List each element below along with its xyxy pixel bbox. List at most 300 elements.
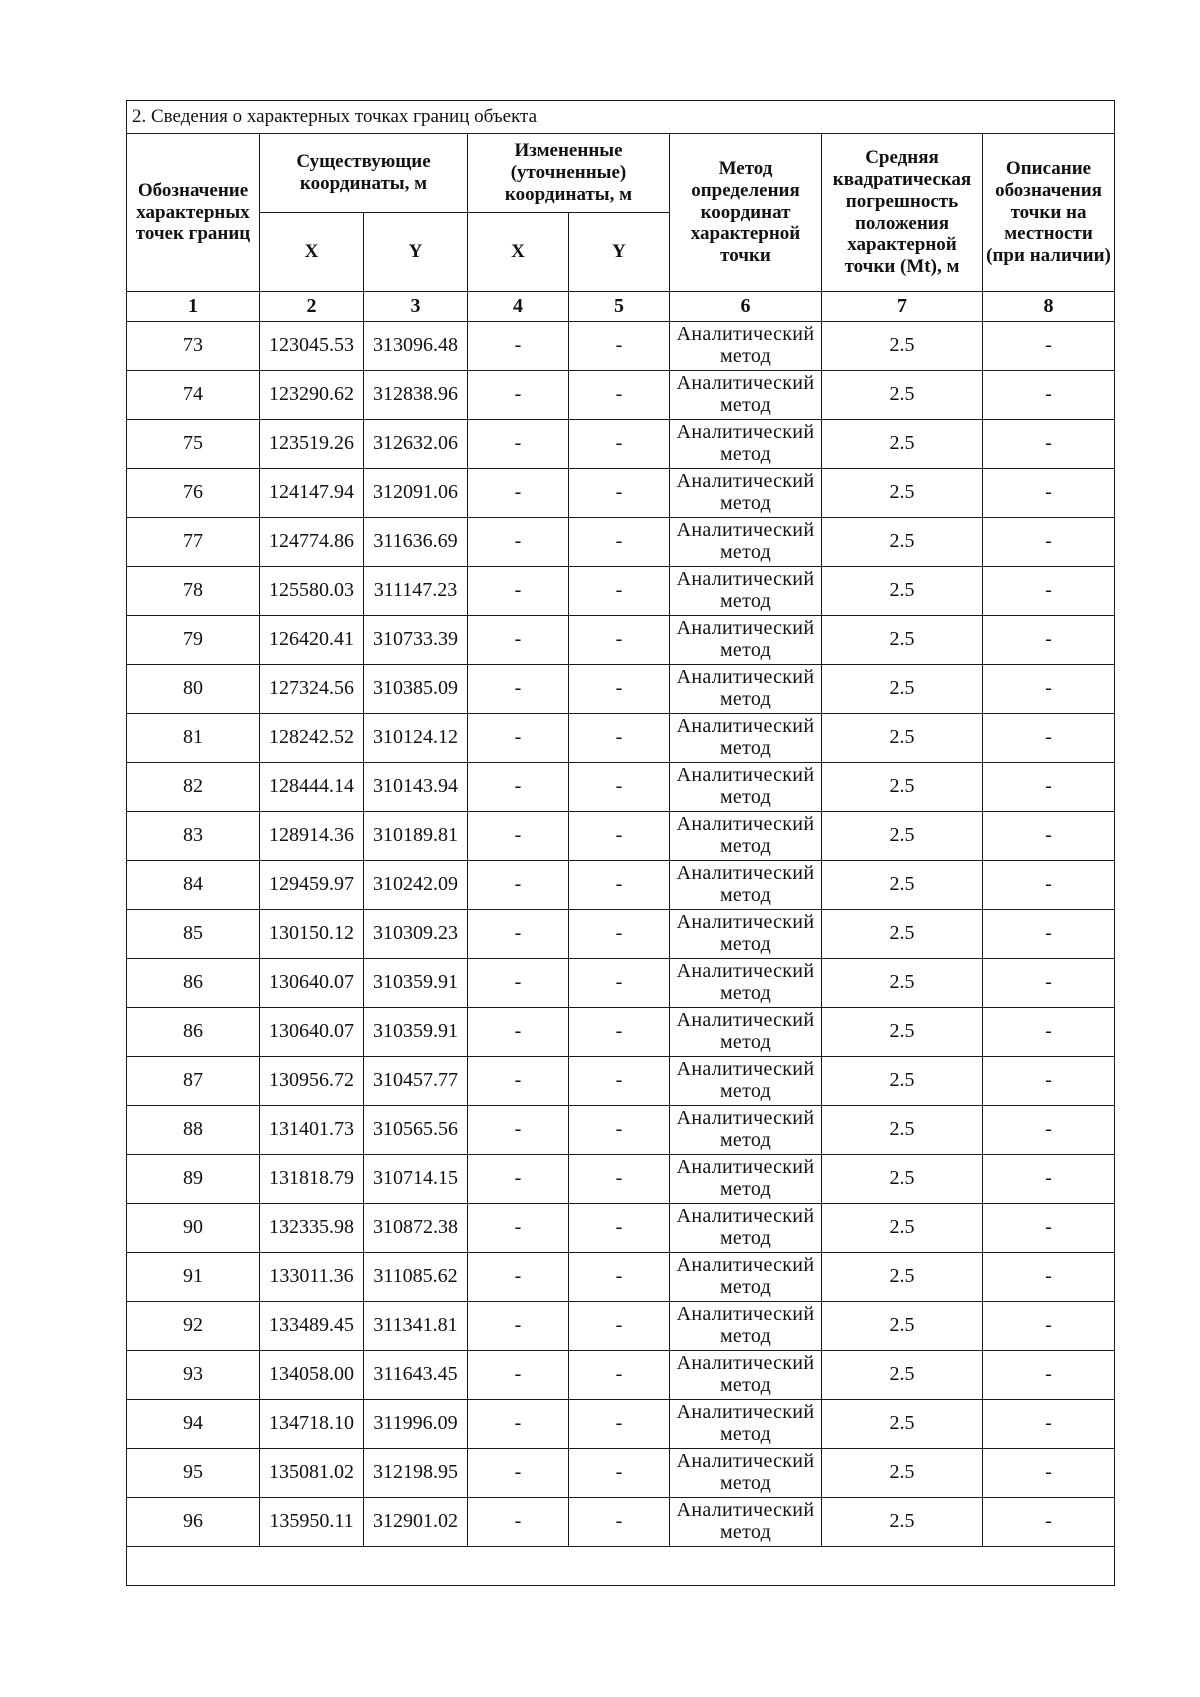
column-number: 5 [569,292,670,322]
method-cell [670,1498,822,1547]
method-line-1: Аналитический [676,519,815,542]
changed-y-cell: - [569,518,670,567]
method-line-1: Аналитический [676,323,815,346]
header-row-main [127,134,1115,213]
method-line-1: Аналитический [676,372,815,395]
description-cell: - [983,567,1115,616]
header-existing-x: X [260,213,364,292]
method-line-2: метод [719,394,772,416]
method-line-2: метод [719,1227,772,1249]
empty-footer-cell [127,1547,1115,1586]
point-cell: 92 [127,1302,260,1351]
description-cell: - [983,518,1115,567]
table-row [127,1155,1115,1204]
method-line-1: Аналитический [676,666,815,689]
table-row [127,910,1115,959]
description-cell: - [983,1057,1115,1106]
point-cell: 88 [127,1106,260,1155]
method-line-1: Аналитический [676,1303,815,1326]
method-line-2: метод [719,639,772,661]
error-cell: 2.5 [822,616,983,665]
changed-x-cell: - [468,1155,569,1204]
existing-y-cell: 310309.23 [364,910,468,959]
existing-x-cell: 130640.07 [260,959,364,1008]
description-cell: - [983,420,1115,469]
changed-x-cell: - [468,371,569,420]
method-cell [670,910,822,959]
method-line-1: Аналитический [676,1009,815,1032]
existing-x-cell: 134718.10 [260,1400,364,1449]
table-row [127,1204,1115,1253]
column-number: 7 [822,292,983,322]
existing-x-cell: 126420.41 [260,616,364,665]
description-cell: - [983,1204,1115,1253]
point-cell: 85 [127,910,260,959]
method-cell [670,1106,822,1155]
point-cell: 79 [127,616,260,665]
point-cell: 73 [127,322,260,371]
existing-y-cell: 312091.06 [364,469,468,518]
description-cell: - [983,714,1115,763]
method-cell [670,1253,822,1302]
method-line-2: метод [719,982,772,1004]
existing-y-cell: 310359.91 [364,1008,468,1057]
changed-x-cell: - [468,518,569,567]
error-cell: 2.5 [822,763,983,812]
table-row [127,1498,1115,1547]
method-line-2: метод [719,884,772,906]
table-row [127,1302,1115,1351]
header-error: Средняя квадратическая погрешность положения характерной точки (Mt), м [822,134,983,292]
table-row [127,371,1115,420]
error-cell: 2.5 [822,1057,983,1106]
table-row [127,861,1115,910]
error-cell: 2.5 [822,518,983,567]
existing-y-cell: 311147.23 [364,567,468,616]
existing-x-cell: 130150.12 [260,910,364,959]
existing-y-cell: 310359.91 [364,959,468,1008]
method-line-2: метод [719,345,772,367]
method-line-2: метод [719,1423,772,1445]
method-cell [670,714,822,763]
description-cell: - [983,1106,1115,1155]
changed-x-cell: - [468,665,569,714]
existing-x-cell: 125580.03 [260,567,364,616]
table-row [127,1449,1115,1498]
point-cell: 75 [127,420,260,469]
table-body [127,322,1115,1547]
method-line-2: метод [719,1325,772,1347]
point-cell: 96 [127,1498,260,1547]
changed-x-cell: - [468,1449,569,1498]
existing-x-cell: 129459.97 [260,861,364,910]
changed-y-cell: - [569,616,670,665]
changed-y-cell: - [569,322,670,371]
changed-y-cell: - [569,1449,670,1498]
point-cell: 89 [127,1155,260,1204]
existing-x-cell: 131401.73 [260,1106,364,1155]
changed-x-cell: - [468,1302,569,1351]
description-cell: - [983,1302,1115,1351]
existing-y-cell: 312632.06 [364,420,468,469]
method-line-1: Аналитический [676,862,815,885]
changed-y-cell: - [569,1155,670,1204]
method-cell [670,518,822,567]
table-row [127,616,1115,665]
changed-y-cell: - [569,371,670,420]
point-cell: 81 [127,714,260,763]
method-line-1: Аналитический [676,1156,815,1179]
method-line-2: метод [719,737,772,759]
method-line-1: Аналитический [676,1107,815,1130]
point-cell: 91 [127,1253,260,1302]
table-row [127,567,1115,616]
existing-y-cell: 310385.09 [364,665,468,714]
method-cell [670,420,822,469]
method-line-2: метод [719,786,772,808]
method-cell [670,1302,822,1351]
existing-y-cell: 310565.56 [364,1106,468,1155]
table-row [127,1253,1115,1302]
changed-y-cell: - [569,1400,670,1449]
section-title: 2. Сведения о характерных точках границ объекта [127,101,1115,134]
existing-x-cell: 135950.11 [260,1498,364,1547]
error-cell: 2.5 [822,1400,983,1449]
existing-x-cell: 128914.36 [260,812,364,861]
header-description: Описание обозначения точки на местности (при наличии) [983,134,1115,292]
method-line-1: Аналитический [676,1499,815,1522]
table-row [127,812,1115,861]
changed-y-cell: - [569,1253,670,1302]
table-row [127,665,1115,714]
changed-x-cell: - [468,420,569,469]
description-cell: - [983,812,1115,861]
table-row [127,763,1115,812]
error-cell: 2.5 [822,1302,983,1351]
method-line-2: метод [719,1178,772,1200]
method-cell [670,763,822,812]
method-cell [670,567,822,616]
method-line-1: Аналитический [676,617,815,640]
description-cell: - [983,1449,1115,1498]
existing-y-cell: 312901.02 [364,1498,468,1547]
existing-x-cell: 123519.26 [260,420,364,469]
error-cell: 2.5 [822,322,983,371]
changed-x-cell: - [468,1253,569,1302]
method-line-1: Аналитический [676,1205,815,1228]
description-cell: - [983,469,1115,518]
table-row [127,1400,1115,1449]
point-cell: 83 [127,812,260,861]
header-changed-y: Y [569,213,670,292]
error-cell: 2.5 [822,1498,983,1547]
method-line-2: метод [719,541,772,563]
changed-y-cell: - [569,959,670,1008]
table-row [127,1106,1115,1155]
changed-y-cell: - [569,1106,670,1155]
point-cell: 84 [127,861,260,910]
error-cell: 2.5 [822,1449,983,1498]
boundary-points-table [126,100,1115,1586]
error-cell: 2.5 [822,1106,983,1155]
error-cell: 2.5 [822,1008,983,1057]
existing-x-cell: 133011.36 [260,1253,364,1302]
existing-y-cell: 310457.77 [364,1057,468,1106]
method-line-1: Аналитический [676,911,815,934]
changed-x-cell: - [468,861,569,910]
table-row [127,959,1115,1008]
changed-y-cell: - [569,665,670,714]
header-existing-y: Y [364,213,468,292]
error-cell: 2.5 [822,567,983,616]
method-line-2: метод [719,443,772,465]
method-cell [670,959,822,1008]
description-cell: - [983,1400,1115,1449]
method-line-2: метод [719,1472,772,1494]
method-line-1: Аналитический [676,470,815,493]
table-row [127,420,1115,469]
existing-x-cell: 131818.79 [260,1155,364,1204]
table-row [127,1008,1115,1057]
existing-x-cell: 133489.45 [260,1302,364,1351]
existing-y-cell: 310733.39 [364,616,468,665]
error-cell: 2.5 [822,469,983,518]
description-cell: - [983,910,1115,959]
existing-y-cell: 310189.81 [364,812,468,861]
column-number: 6 [670,292,822,322]
existing-y-cell: 311643.45 [364,1351,468,1400]
existing-x-cell: 127324.56 [260,665,364,714]
changed-x-cell: - [468,1057,569,1106]
point-cell: 78 [127,567,260,616]
description-cell: - [983,1498,1115,1547]
changed-x-cell: - [468,910,569,959]
changed-y-cell: - [569,1057,670,1106]
document-sheet [126,100,1114,1586]
method-line-2: метод [719,590,772,612]
changed-x-cell: - [468,469,569,518]
description-cell: - [983,1351,1115,1400]
method-line-1: Аналитический [676,568,815,591]
changed-x-cell: - [468,616,569,665]
table-row [127,322,1115,371]
method-line-2: метод [719,1521,772,1543]
point-cell: 86 [127,1008,260,1057]
existing-y-cell: 312198.95 [364,1449,468,1498]
point-cell: 82 [127,763,260,812]
existing-y-cell: 313096.48 [364,322,468,371]
existing-y-cell: 310872.38 [364,1204,468,1253]
method-line-1: Аналитический [676,960,815,983]
method-line-2: метод [719,1031,772,1053]
error-cell: 2.5 [822,371,983,420]
method-line-2: метод [719,1374,772,1396]
method-cell [670,1204,822,1253]
error-cell: 2.5 [822,861,983,910]
empty-footer-row [127,1547,1115,1586]
existing-x-cell: 130956.72 [260,1057,364,1106]
error-cell: 2.5 [822,714,983,763]
table-row [127,714,1115,763]
existing-x-cell: 123290.62 [260,371,364,420]
column-number: 2 [260,292,364,322]
method-line-2: метод [719,933,772,955]
error-cell: 2.5 [822,1351,983,1400]
changed-y-cell: - [569,1302,670,1351]
changed-y-cell: - [569,1008,670,1057]
changed-y-cell: - [569,1351,670,1400]
table-row [127,1351,1115,1400]
existing-y-cell: 310714.15 [364,1155,468,1204]
point-cell: 76 [127,469,260,518]
description-cell: - [983,763,1115,812]
changed-y-cell: - [569,567,670,616]
error-cell: 2.5 [822,812,983,861]
changed-y-cell: - [569,1498,670,1547]
description-cell: - [983,322,1115,371]
section-title-row [127,101,1115,134]
method-cell [670,1057,822,1106]
existing-x-cell: 124147.94 [260,469,364,518]
point-cell: 95 [127,1449,260,1498]
method-line-2: метод [719,1276,772,1298]
method-cell [670,812,822,861]
method-cell [670,616,822,665]
method-line-2: метод [719,1080,772,1102]
method-cell [670,665,822,714]
header-existing-coords: Существующие координаты, м [260,134,468,213]
description-cell: - [983,1155,1115,1204]
changed-y-cell: - [569,469,670,518]
method-cell [670,371,822,420]
description-cell: - [983,665,1115,714]
method-line-1: Аналитический [676,1058,815,1081]
existing-x-cell: 124774.86 [260,518,364,567]
changed-x-cell: - [468,1351,569,1400]
point-cell: 90 [127,1204,260,1253]
error-cell: 2.5 [822,959,983,1008]
point-cell: 87 [127,1057,260,1106]
method-line-1: Аналитический [676,1254,815,1277]
changed-x-cell: - [468,714,569,763]
error-cell: 2.5 [822,1155,983,1204]
method-cell [670,1155,822,1204]
column-number: 8 [983,292,1115,322]
changed-x-cell: - [468,1498,569,1547]
changed-y-cell: - [569,420,670,469]
description-cell: - [983,959,1115,1008]
header-method: Метод определения координат характерной точки [670,134,822,292]
changed-x-cell: - [468,322,569,371]
method-line-1: Аналитический [676,715,815,738]
changed-y-cell: - [569,1204,670,1253]
method-cell [670,1351,822,1400]
existing-y-cell: 311341.81 [364,1302,468,1351]
existing-y-cell: 312838.96 [364,371,468,420]
method-line-1: Аналитический [676,1401,815,1424]
point-cell: 86 [127,959,260,1008]
existing-x-cell: 130640.07 [260,1008,364,1057]
header-point-designation: Обозначение характерных точек границ [127,134,260,292]
method-line-2: метод [719,1129,772,1151]
error-cell: 2.5 [822,910,983,959]
method-line-1: Аналитический [676,1450,815,1473]
existing-y-cell: 311996.09 [364,1400,468,1449]
method-cell [670,1008,822,1057]
table-row [127,469,1115,518]
existing-x-cell: 128242.52 [260,714,364,763]
existing-y-cell: 311636.69 [364,518,468,567]
changed-x-cell: - [468,1106,569,1155]
column-number-row [127,292,1115,322]
method-line-1: Аналитический [676,1352,815,1375]
header-changed-x: X [468,213,569,292]
method-cell [670,1400,822,1449]
column-number: 3 [364,292,468,322]
description-cell: - [983,861,1115,910]
point-cell: 94 [127,1400,260,1449]
header-changed-coords: Измененные (уточненные) координаты, м [468,134,670,213]
point-cell: 77 [127,518,260,567]
point-cell: 74 [127,371,260,420]
changed-y-cell: - [569,763,670,812]
method-cell [670,861,822,910]
method-line-1: Аналитический [676,813,815,836]
error-cell: 2.5 [822,420,983,469]
existing-x-cell: 123045.53 [260,322,364,371]
method-line-1: Аналитический [676,764,815,787]
changed-x-cell: - [468,1008,569,1057]
existing-x-cell: 135081.02 [260,1449,364,1498]
existing-y-cell: 310124.12 [364,714,468,763]
table-row [127,518,1115,567]
description-cell: - [983,371,1115,420]
existing-x-cell: 134058.00 [260,1351,364,1400]
method-line-2: метод [719,688,772,710]
changed-x-cell: - [468,567,569,616]
method-line-2: метод [719,492,772,514]
changed-y-cell: - [569,910,670,959]
existing-y-cell: 310143.94 [364,763,468,812]
column-number: 1 [127,292,260,322]
point-cell: 93 [127,1351,260,1400]
description-cell: - [983,616,1115,665]
method-line-1: Аналитический [676,421,815,444]
changed-x-cell: - [468,959,569,1008]
existing-x-cell: 132335.98 [260,1204,364,1253]
changed-x-cell: - [468,812,569,861]
changed-x-cell: - [468,1204,569,1253]
changed-y-cell: - [569,812,670,861]
error-cell: 2.5 [822,665,983,714]
method-cell [670,322,822,371]
changed-x-cell: - [468,1400,569,1449]
description-cell: - [983,1008,1115,1057]
error-cell: 2.5 [822,1253,983,1302]
existing-y-cell: 310242.09 [364,861,468,910]
point-cell: 80 [127,665,260,714]
method-cell [670,469,822,518]
existing-x-cell: 128444.14 [260,763,364,812]
changed-x-cell: - [468,763,569,812]
table-row [127,1057,1115,1106]
changed-y-cell: - [569,714,670,763]
error-cell: 2.5 [822,1204,983,1253]
description-cell: - [983,1253,1115,1302]
method-cell [670,1449,822,1498]
existing-y-cell: 311085.62 [364,1253,468,1302]
changed-y-cell: - [569,861,670,910]
